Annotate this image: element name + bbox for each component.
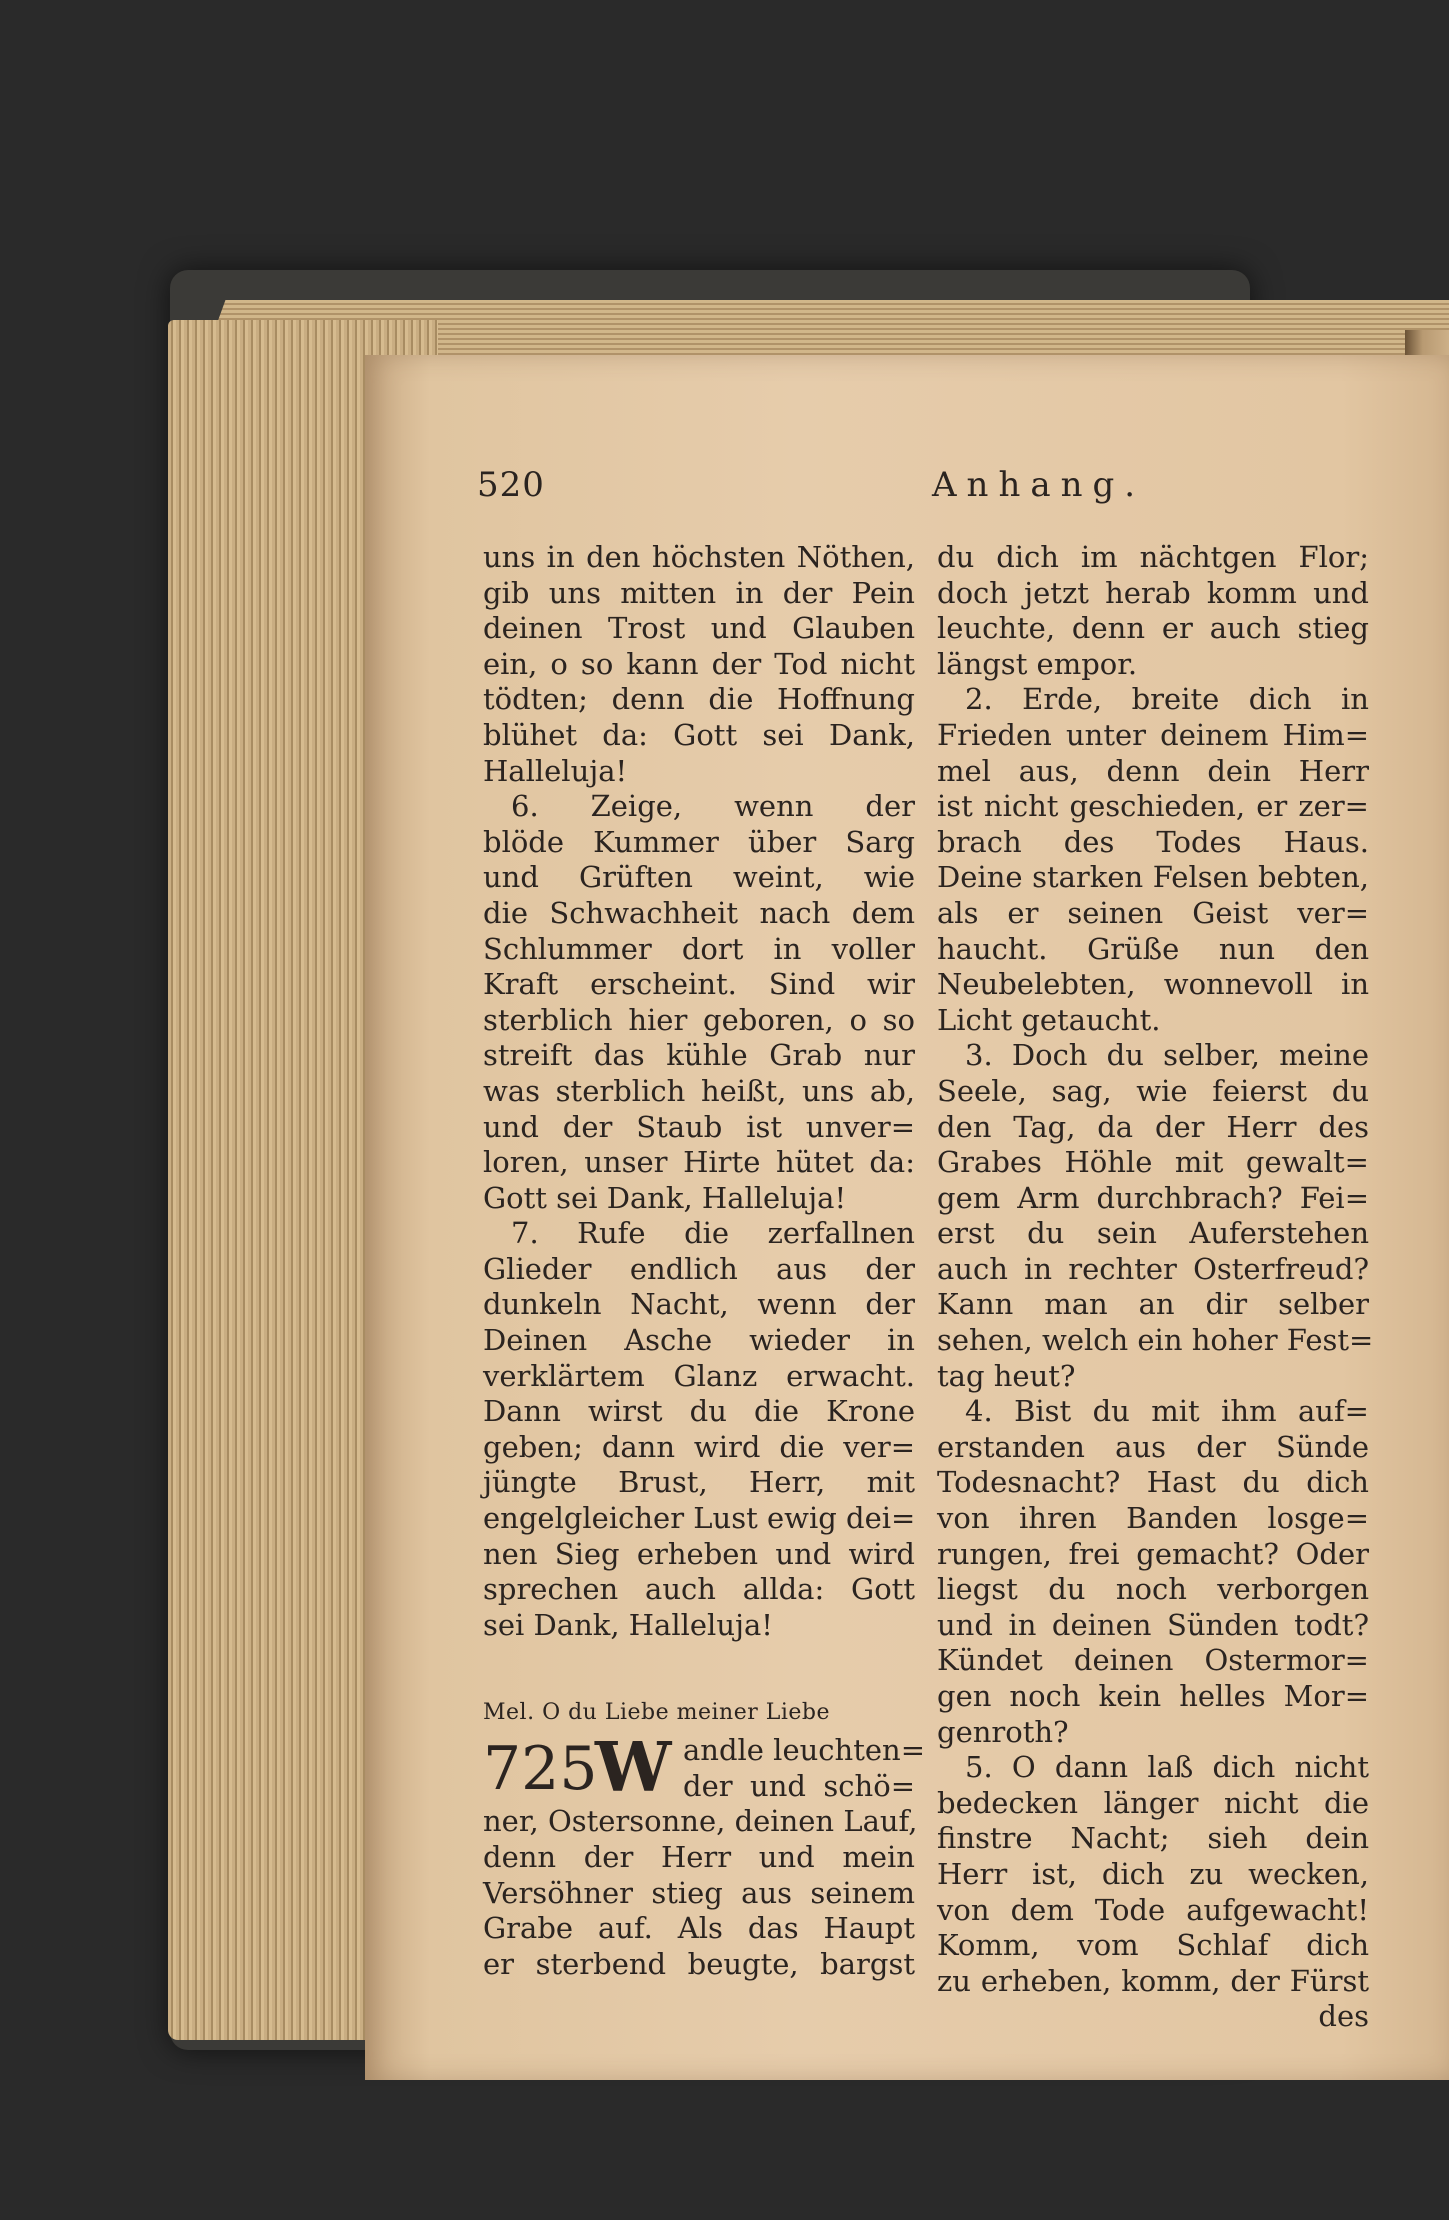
text-line: zu erheben, komm, der Fürst (937, 1963, 1369, 1998)
text-line: ner, Ostersonne, deinen Lauf, (483, 1804, 918, 1839)
text-line: loren, unser Hirte hütet da: (483, 1145, 915, 1180)
text-line: gen noch kein helles Mor= (937, 1679, 1369, 1713)
text-line: Gott sei Dank, Halleluja! (483, 1180, 847, 1215)
hymn-heading (483, 1728, 926, 1809)
text-line: Todesnacht? Hast du dich (937, 1465, 1369, 1500)
text-line: von ihren Banden losge= (937, 1501, 1369, 1536)
text-line: brach des Todes Haus. (937, 824, 1369, 859)
text-line: streift das kühle Grab nur (483, 1038, 915, 1073)
text-line: die Schwachheit nach dem (483, 895, 915, 930)
verse-start-line: 2. Erde, breite dich in (965, 682, 1369, 717)
text-line: der und schö= (683, 1769, 915, 1803)
text-line: Grabes Höhle mit gewalt= (937, 1145, 1369, 1180)
running-title: Anhang. (932, 465, 1146, 505)
text-line: als er seinen Geist ver= (937, 895, 1369, 930)
text-line: was sterblich heißt, uns ab, (483, 1073, 915, 1108)
left-column (483, 540, 926, 1982)
text-line: verklärtem Glanz erwacht. (483, 1358, 915, 1393)
text-line: ein, o so kann der Tod nicht (483, 646, 915, 681)
melody-indication: Mel. O du Liebe meiner Liebe (483, 1700, 830, 1726)
text-line: finstre Nacht; sieh dein (937, 1821, 1369, 1856)
text-line: bedecken länger nicht die (937, 1785, 1369, 1820)
text-line: uns in den höchsten Nöthen, (483, 540, 915, 574)
text-line: blühet da: Gott sei Dank, (483, 717, 915, 752)
page-number: 520 (477, 465, 545, 505)
text-line: erst du sein Auferstehen (937, 1216, 1369, 1251)
text-line: engelgleicher Lust ewig dei= (483, 1501, 916, 1536)
verse-start-line: 7. Rufe die zerfallnen (511, 1216, 915, 1251)
text-line: sehen, welch ein hoher Fest= (937, 1323, 1374, 1358)
running-head (477, 465, 1377, 515)
text-line: und der Staub ist unver= (483, 1109, 915, 1144)
text-line: Glieder endlich aus der (483, 1251, 915, 1286)
text-line: auch in rechter Osterfreud? (937, 1251, 1369, 1286)
text-line: Seele, sag, wie feierst du (937, 1073, 1369, 1108)
text-line: Schlummer dort in voller (483, 931, 915, 966)
text-line: leuchte, denn er auch stieg (937, 611, 1369, 646)
text-line: jüngte Brust, Herr, mit (483, 1465, 915, 1500)
text-line: du dich im nächtgen Flor; (937, 540, 1369, 574)
text-line: längst empor. (937, 646, 1138, 681)
text-line: Deine starken Felsen bebten, (937, 860, 1369, 895)
text-line: Grabe auf. Als das Haupt (483, 1911, 915, 1946)
text-line: Deinen Asche wieder in (483, 1323, 915, 1358)
text-line: sei Dank, Halleluja! (483, 1607, 773, 1642)
text-line: Komm, vom Schlaf dich (937, 1928, 1369, 1963)
verse-start-line: 5. O dann laß dich nicht (965, 1750, 1369, 1785)
drop-cap-initial: W (595, 1728, 672, 1809)
text-line: gib uns mitten in der Pein (483, 575, 915, 610)
verse-start-line: 3. Doch du selber, meine (965, 1038, 1369, 1073)
text-line: blöde Kummer über Sarg (483, 824, 915, 859)
text-line: tag heut? (937, 1358, 1076, 1393)
text-line: dunkeln Nacht, wenn der (483, 1287, 915, 1322)
right-column (937, 540, 1374, 2035)
text-line: andle leuchten= (683, 1733, 926, 1768)
text-line: liegst du noch verborgen (937, 1572, 1369, 1607)
text-line: sterblich hier geboren, o so (483, 1002, 915, 1037)
verse-start-line: 4. Bist du mit ihm auf= (965, 1394, 1369, 1429)
text-line: Licht getaucht. (937, 1002, 1161, 1037)
text-line: er sterbend beugte, bargst (483, 1946, 915, 1981)
text-line: sprechen auch allda: Gott (483, 1572, 915, 1607)
hymn-number: 725 (483, 1734, 598, 1805)
text-line: tödten; denn die Hoffnung (483, 682, 915, 717)
text-line: nen Sieg erheben und wird (483, 1536, 915, 1571)
text-line: mel aus, denn dein Herr (937, 753, 1369, 788)
text-line: Kraft erscheint. Sind wir (483, 967, 915, 1002)
verse-start-line: 6. Zeige, wenn der (511, 789, 915, 824)
text-line: denn der Herr und mein (483, 1840, 915, 1874)
catchword: des (1318, 1999, 1369, 2034)
text-line: gem Arm durchbrach? Fei= (937, 1180, 1369, 1215)
text-line: rungen, frei gemacht? Oder (937, 1536, 1369, 1571)
text-line: von dem Tode aufgewacht! (937, 1892, 1369, 1927)
text-line: Halleluja! (483, 753, 628, 788)
text-line: Dann wirst du die Krone (483, 1394, 915, 1429)
text-line: Kündet deinen Ostermor= (937, 1643, 1369, 1678)
text-line: ist nicht geschieden, er zer= (937, 789, 1369, 824)
text-line: deinen Trost und Glauben (483, 611, 915, 646)
text-line: Versöhner stieg aus seinem (483, 1875, 915, 1910)
text-line: den Tag, da der Herr des (937, 1109, 1369, 1144)
text-line: geben; dann wird die ver= (483, 1429, 915, 1464)
text-line: und Grüften weint, wie (483, 860, 915, 895)
text-line: und in deinen Sünden todt? (937, 1607, 1369, 1642)
text-line: genroth? (937, 1714, 1069, 1749)
text-line: doch jetzt herab komm und (937, 575, 1369, 610)
text-line: Frieden unter deinem Him= (937, 717, 1369, 752)
text-line: erstanden aus der Sünde (937, 1429, 1369, 1464)
text-line: Neubelebten, wonnevoll in (937, 967, 1369, 1002)
book-page (365, 355, 1449, 2080)
text-line: Herr ist, dich zu wecken, (937, 1856, 1369, 1891)
text-line: haucht. Grüße nun den (937, 931, 1369, 966)
text-line: Kann man an dir selber (937, 1287, 1369, 1322)
